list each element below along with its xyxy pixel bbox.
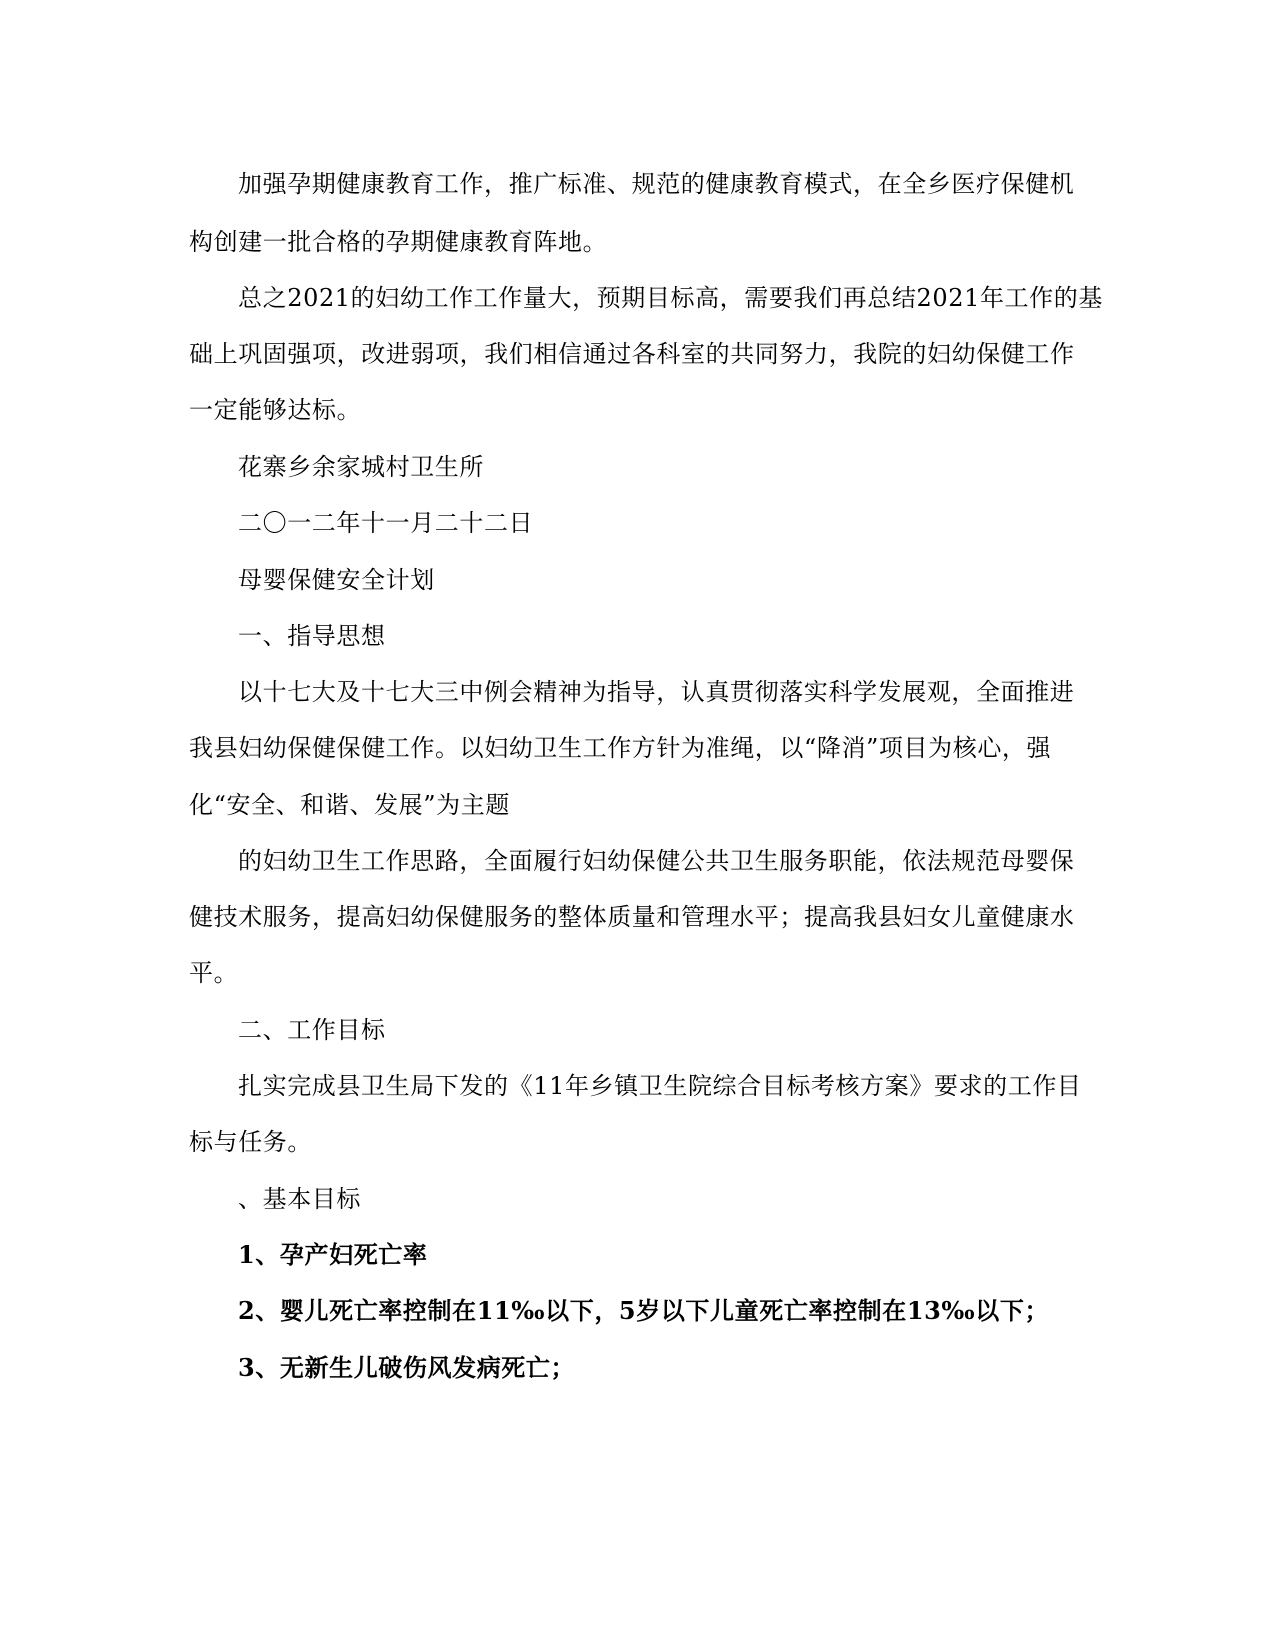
date-line: 二〇一二年十一月二十二日 bbox=[238, 509, 534, 537]
goal-item: 2、婴儿死亡率控制在11‰以下，5岁以下儿童死亡率控制在13‰以下； bbox=[238, 1296, 1050, 1325]
paragraph-line: 健技术服务，提高妇幼保健服务的整体质量和管理水平；提高我县妇女儿童健康水 bbox=[189, 903, 1075, 931]
paragraph-line: 以十七大及十七大三中例会精神为指导，认真贯彻落实科学发展观，全面推进 bbox=[238, 678, 1075, 706]
section-heading: 一、指导思想 bbox=[238, 622, 386, 650]
paragraph-line: 加强孕期健康教育工作，推广标准、规范的健康教育模式，在全乡医疗保健机 bbox=[238, 170, 1075, 198]
paragraph-line: 平。 bbox=[189, 959, 239, 987]
subsection-heading: 、基本目标 bbox=[238, 1185, 361, 1213]
goal-item: 3、无新生儿破伤风发病死亡； bbox=[238, 1353, 576, 1382]
paragraph-line: 一定能够达标。 bbox=[189, 396, 362, 424]
paragraph-line: 化“安全、和谐、发展”为主题 bbox=[189, 791, 510, 819]
signature-line: 花寨乡余家城村卫生所 bbox=[238, 453, 484, 481]
paragraph-line: 扎实完成县卫生局下发的《11年乡镇卫生院综合目标考核方案》要求的工作目 bbox=[238, 1072, 1082, 1100]
paragraph-line: 我县妇幼保健保健工作。以妇幼卫生工作方针为准绳，以“降消”项目为核心，强 bbox=[189, 734, 1052, 762]
paragraph-line: 标与任务。 bbox=[189, 1128, 312, 1156]
goal-item: 1、孕产妇死亡率 bbox=[238, 1240, 428, 1269]
paragraph-line: 构创建一批合格的孕期健康教育阵地。 bbox=[189, 228, 608, 256]
section-heading: 二、工作目标 bbox=[238, 1016, 386, 1044]
paragraph-line: 总之2021的妇幼工作工作量大，预期目标高，需要我们再总结2021年工作的基 bbox=[238, 284, 1103, 312]
paragraph-line: 的妇幼卫生工作思路，全面履行妇幼保健公共卫生服务职能，依法规范母婴保 bbox=[238, 847, 1075, 875]
paragraph-line: 础上巩固强项，改进弱项，我们相信通过各科室的共同努力，我院的妇幼保健工作 bbox=[189, 340, 1075, 368]
plan-title: 母婴保健安全计划 bbox=[238, 566, 435, 594]
